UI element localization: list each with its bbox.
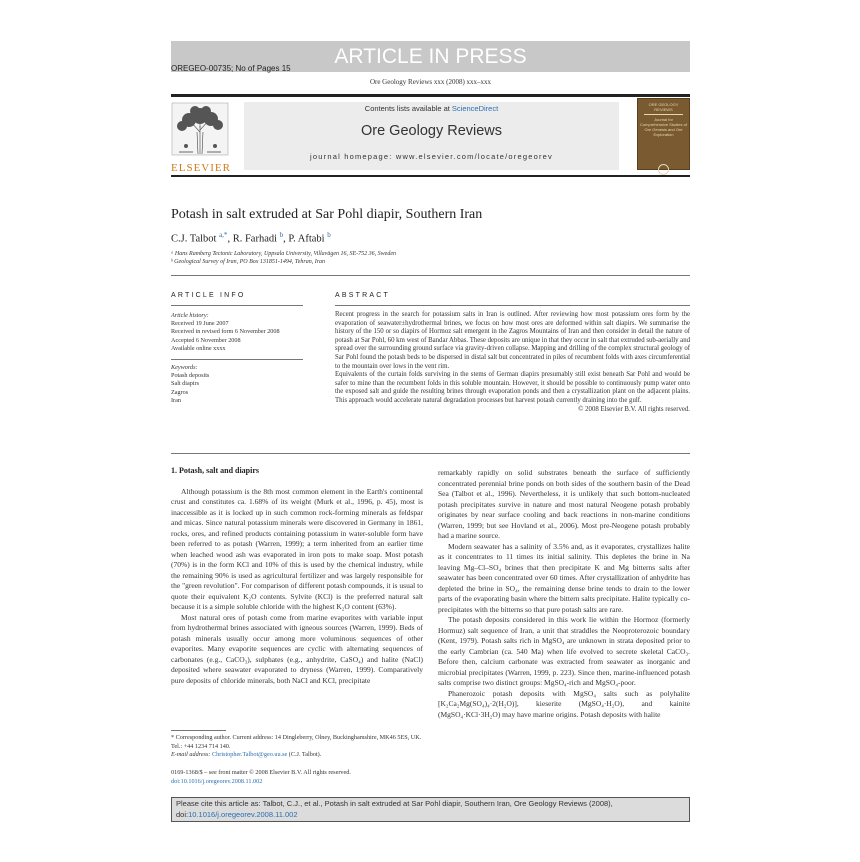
affiliation-rule: [171, 275, 690, 276]
cover-line: Journal for Comprehensive Studies of: [640, 117, 687, 127]
cover-emblem-icon: [658, 164, 669, 175]
left-column: [171, 466, 423, 686]
keyword: Iran: [171, 396, 181, 404]
abstract-heading: ABSTRACT: [335, 292, 390, 299]
footnotes: [171, 734, 423, 760]
author-affiliation-marker[interactable]: b: [279, 231, 284, 239]
abstract-bottom-rule: [171, 453, 690, 454]
keywords-label: Keywords:: [171, 364, 198, 371]
abstract-paragraph: Recent progress in the search for potassium salts in Iran is outlined. After reviewing how most potassium ores form by the evaporation of seawater±hydrothermal brines, we focus on how most ores are deformed within salt diapirs. We summarise the history of the 150 or so diapirs of Hormoz salt emergent in the Zagros Mountains of Iran and then consider in detail the nature of potash at Sar Pohl, 60 km west of Bandar Abbas. These deposits are unique in that they occur in salt that extruded sub-aerially and spread over the surrounding ground surface via gravity-driven collapse. Mapping and drilling of the complex structural geology of Sar Pohl found the potash beds to be dispersed in distal salt but concentrated in piles of recumbent folds with axes circumferential to the mountain over lows in the vent rim.: [335, 311, 690, 370]
header-rule: [171, 94, 690, 97]
publisher-name: ELSEVIER: [171, 162, 231, 174]
section-heading: 1. Potash, salt and diapirs: [171, 466, 260, 475]
elsevier-logo: [171, 102, 231, 174]
document-id: OREGEO-00735; No of Pages 15: [171, 64, 291, 73]
corresponding-author-note: * Corresponding author. Current address: 14 Dingleberry, Olney, Buckinghamshire, MK46 5ES, UK. Tel.: +44 1234 714 140.: [171, 734, 422, 750]
front-matter: [171, 769, 471, 786]
keyword: Potash deposits: [171, 372, 210, 380]
body-paragraph: Although potassium is the 8th most common element in the Earth's continental crust and constitutes ca. 1.68% of its weight (Murk et al., 1996, p. 45), most is inaccessible as it is locked up in such common rock-forming minerals as feldspar and micas. Since natural potassium minerals were discovered in Germany in 1861, rocks, ores, and refined products containing potassium in water-soluble form have been referred to as potash (Warren, 1999); a term inherited from an earlier time when leached wood ash was evaporated in iron pots to make soap. Most potash (70%) is in the form KCl and 10% of this is used by the chemical industry, while the remaining 90% is used as agricultural fertilizer and was largely responsible for the "green revolution". For comparison of different potash compounds, it is usual to quote their equivalent K₂O contents. Sylvite (KCl) is the preferred natural salt because it is a simple soluble chloride with the highest K₂O content (63%).: [171, 486, 423, 611]
article-title: Potash in salt extruded at Sar Pohl diapir, Southern Iran: [171, 207, 483, 222]
journal-homepage[interactable]: journal homepage: www.elsevier.com/locate/oregeorev: [310, 152, 553, 161]
contents-prefix: Contents lists available at: [364, 104, 452, 113]
author-separator: ,: [227, 233, 233, 245]
author-list: [171, 231, 331, 245]
body-paragraph: The potash deposits considered in this work lie within the Hormoz (formerly Hormuz) salt sequence of Iran, a unit that straddles the Neoproterozoic boundary (Kent, 1979). Potash salts rich in MgSO₄ are unknown in strata deposited prior to the early Cambrian (ca. 540 Ma) when life evolved to secrete skeletal CaCO₃. Before then, calcium carbonate was extracted from seawater as inorganic and microbial precipitates (Warren, 1999, p. 223). Since then, marine-influenced potash salts comprise two distinct groups: MgSO₄-rich and MgSO₄-poor.: [438, 615, 690, 687]
cover-text: [638, 99, 689, 140]
author-affiliation-marker[interactable]: b: [327, 231, 331, 239]
author-name: R. Farhadi: [232, 233, 278, 245]
body-paragraph: remarkably rapidly on solid substrates beneath the surface of sufficiently concentrated perennial brine ponds on both sides of the southern basin of the Dead Sea (Talbot et al., 1996). Nevertheless, it is unlikely that such bottom-nucleated potash precipitates survive in nature and most natural Neogene potash probably originates by near surface cooling and back reactions in non-marine conditions (Warren, 1999; but see Hovland et al., 2006). Most pre-Neogene potash probably had a marine source.: [438, 468, 690, 540]
history-item: Received in revised form 6 November 2008: [171, 328, 280, 336]
tree-emblem-icon: [171, 102, 229, 156]
body-paragraph: Phanerozoic potash deposits with MgSO₄ salts such as polyhalite [K₂Ca₂Mg(SO₄)₄·2(H₂O)], kieserite (MgSO₄·H₂O), and kainite (MgSO₄·KCl·3H₂O) may have marine origins. Potash deposits with halite: [438, 688, 690, 719]
journal-citation-line: Ore Geology Reviews xxx (2008) xxx–xxx: [369, 78, 492, 86]
abstract-body: [335, 311, 690, 414]
doi-link[interactable]: doi:10.1016/j.oregeorev.2008.11.002: [171, 777, 263, 785]
history-item: Accepted 6 November 2008: [171, 336, 241, 344]
journal-cover-thumbnail: [637, 98, 690, 170]
abstract-rule: [335, 305, 690, 306]
author-email-link[interactable]: Christopher.Talbot@geo.uu.se: [212, 751, 288, 759]
citation-text: Please cite this article as: Talbot, C.J., et al., Potash in salt extruded at Sar Pohl diapir, Southern Iran, Ore Geology Reviews (2008), doi:: [176, 799, 613, 819]
abstract-paragraph: Equivalents of the curtain folds surviving in the stems of German diapirs presumably still exist beneath Sar Pohl and would be safer to mine than the recumbent folds in this soluble mountain. However, it should be possible to continuously pump water onto the exposed salt and guide the resulting brines through evaporation ponds and then a crystallization plant on the adjacent plains. This approach would accelerate natural degradation processes but harvest potash currently draining into the gulf.: [335, 371, 690, 404]
history-item: Received 19 June 2007: [171, 320, 229, 328]
sciencedirect-link[interactable]: ScienceDirect: [451, 104, 499, 113]
journal-name: Ore Geology Reviews: [360, 123, 503, 139]
author-name: C.J. Talbot: [171, 233, 217, 245]
keywords-rule: [171, 359, 303, 360]
right-column: [438, 468, 690, 720]
author-affiliation-marker[interactable]: a,*: [219, 231, 228, 239]
author-name: P. Aftabi: [288, 233, 325, 245]
history-item: Available online xxxx: [171, 344, 226, 352]
masthead-rule: [171, 175, 690, 177]
article-in-press-banner: ARTICLE IN PRESS: [171, 41, 690, 72]
email-suffix: (C.J. Talbot).: [287, 751, 322, 759]
keyword: Salt diapirs: [171, 380, 200, 388]
cover-divider: [644, 114, 683, 115]
cover-line: Ore Genesis and Ore Exploration: [644, 127, 683, 137]
contents-availability: [244, 104, 619, 113]
cover-line: ORE GEOLOGY: [648, 102, 679, 107]
email-note: [171, 751, 423, 760]
keywords: [171, 364, 306, 405]
history-label: Article history:: [171, 312, 209, 319]
article-info-heading: ARTICLE INFO: [171, 292, 246, 299]
body-paragraph: Most natural ores of potash come from marine evaporites with variable input from hydrothermal brines associated with igneous sources (Warren, 1999). Beds of potash minerals usually occur among more voluminous sequences of other evaporites. Many evaporite sequences are cyclic with alternating sequences of carbonates (e.g., CaCO₃), sulphates (e.g., anhydrite, CaSO₄) and halite (NaCl) deposited where seawater evaporated to dryness (Warren, 1999). Comparatively pure deposits of chloride minerals, both NaCl and KCl, precipitate: [171, 612, 423, 685]
citation-box: [171, 797, 690, 822]
keyword: Zagros: [171, 388, 189, 396]
citation-doi-link[interactable]: 10.1016/j.oregeorev.2008.11.002: [188, 809, 298, 819]
author-separator: ,: [283, 233, 289, 245]
cover-line: REVIEWS: [654, 107, 673, 112]
article-info-rule: [171, 305, 303, 306]
affiliation-b: ᵇ Geological Survey of Iran, PO Box 131851-1494, Tehran, Iran: [171, 259, 326, 265]
copyright-notice: © 2008 Elsevier B.V. All rights reserved.: [578, 405, 690, 413]
email-label: E-mail address:: [171, 751, 213, 759]
affiliation-a: ᵃ Hans Ramberg Tectonic Laboratory, Uppsala University, Villavägen 16, SE-752 36, Sweden: [171, 251, 396, 257]
article-history: [171, 312, 306, 353]
issn-line: 0169-1368/$ – see front matter © 2008 Elsevier B.V. All rights reserved.: [171, 769, 351, 776]
body-paragraph: Modern seawater has a salinity of 3.5% and, as it evaporates, crystallizes halite as it concentrates to 11 times its initial salinity. This depletes the brine in Na leaving Mg–Cl–SO₄ brines that then precipitate K and Mg bitterns salts after seawater has been concentrated over 60 times. After crystallization of anhydrite has depleted the brine in SO₄, the remaining dense brine tends to drain to the lower parts of the evaporating basin where the bittern salts precipitate. Halite typically co-precipitates with the bitterns so that pure potash salts are rare.: [438, 541, 690, 614]
journal-banner: [244, 102, 619, 170]
footnote-rule: [171, 730, 226, 731]
